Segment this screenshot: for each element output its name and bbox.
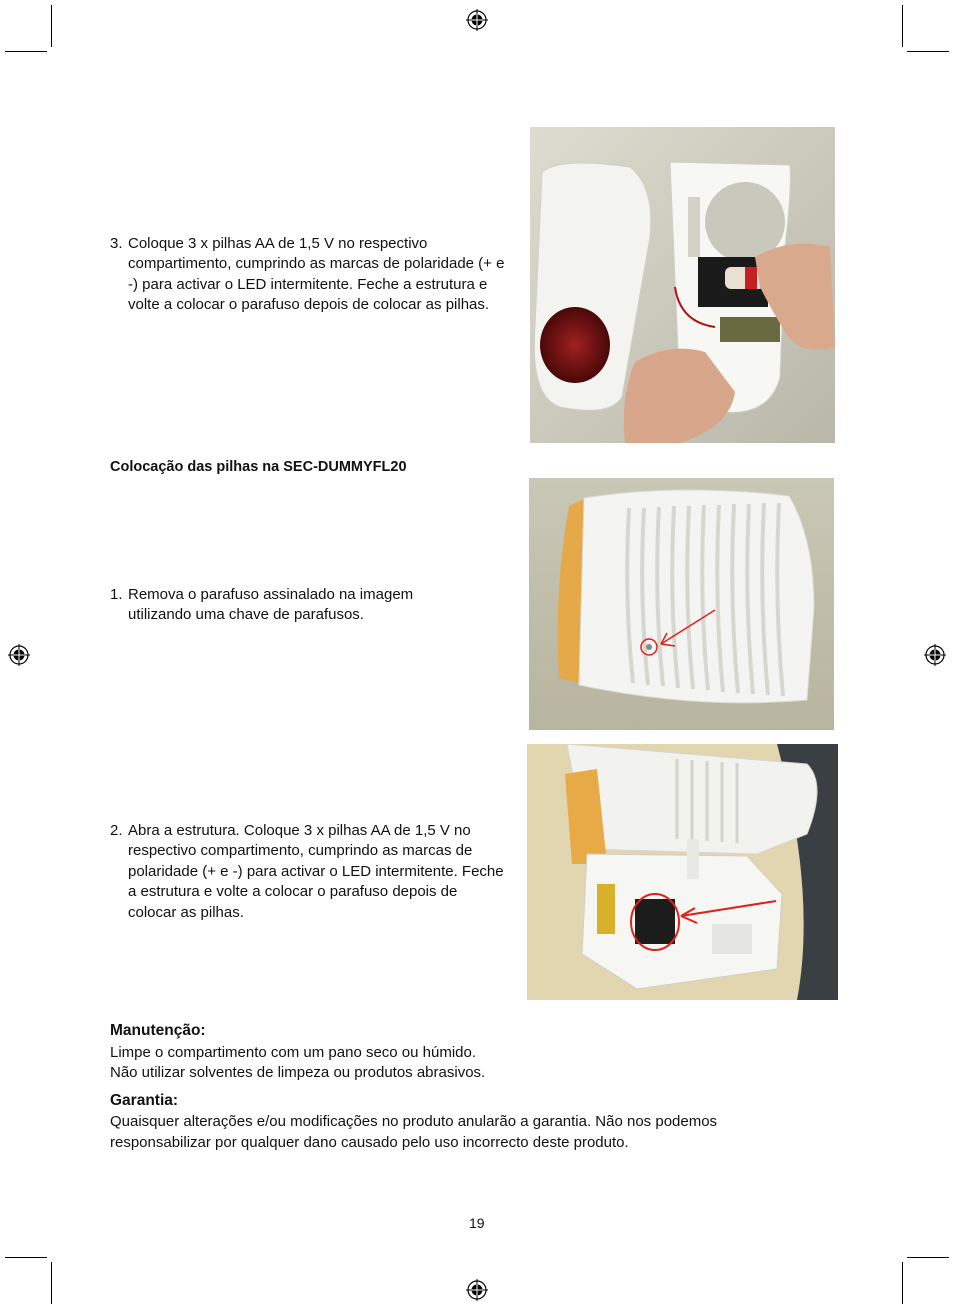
maintenance-title: Manutenção: [110, 1022, 206, 1039]
step-number: 3. [110, 235, 123, 252]
step-number: 2. [110, 822, 123, 839]
crop-mark [5, 1257, 47, 1258]
step-number: 1. [110, 586, 123, 603]
maintenance-line: Não utilizar solventes de limpeza ou produtos abrasivos. [110, 1064, 486, 1081]
step-3 [110, 234, 505, 316]
registration-mark-icon [924, 644, 946, 666]
section-title: Colocação das pilhas na SEC-DUMMYFL20 [110, 459, 407, 475]
warranty-title: Garantia: [110, 1092, 179, 1109]
photo-battery-insertion [530, 127, 835, 443]
crop-mark [907, 51, 949, 52]
photo-open-housing [527, 744, 838, 1000]
warranty-text: Quaisquer alterações e/ou modificações no produto anularão a garantia. Não nos podemos responsabilizar por qualquer dano causado pelo uso incorrecto deste produto. [110, 1113, 718, 1151]
page-number: 19 [469, 1215, 485, 1231]
crop-mark [5, 51, 47, 52]
registration-mark-icon [8, 644, 30, 666]
crop-mark [902, 5, 903, 47]
step-text: Abra a estrutura. Coloque 3 x pilhas AA de 1,5 V no respectivo compartimento, cumprindo as marcas de polaridade (+ e -) para activar o LED intermitente. Feche a estrutura e volte a colocar o parafuso depois de colocar as pilhas. [128, 822, 504, 921]
crop-mark [902, 1262, 903, 1304]
crop-mark [907, 1257, 949, 1258]
step-2 [110, 821, 505, 923]
maintenance-line: Limpe o compartimento com um pano seco ou húmido. [110, 1044, 477, 1061]
crop-mark [51, 5, 52, 47]
step-text: Remova o parafuso assinalado na imagem utilizando uma chave de parafusos. [128, 586, 414, 624]
registration-mark-icon [466, 9, 488, 31]
step-text: Coloque 3 x pilhas AA de 1,5 V no respectivo compartimento, cumprindo as marcas de polaridade (+ e -) para activar o LED intermitente. Feche a estrutura e volte a colocar o parafuso depois de colocar as pilhas. [128, 235, 505, 314]
registration-mark-icon [466, 1279, 488, 1301]
crop-mark [51, 1262, 52, 1304]
photo-screw-location [529, 478, 834, 730]
step-1 [110, 585, 470, 626]
